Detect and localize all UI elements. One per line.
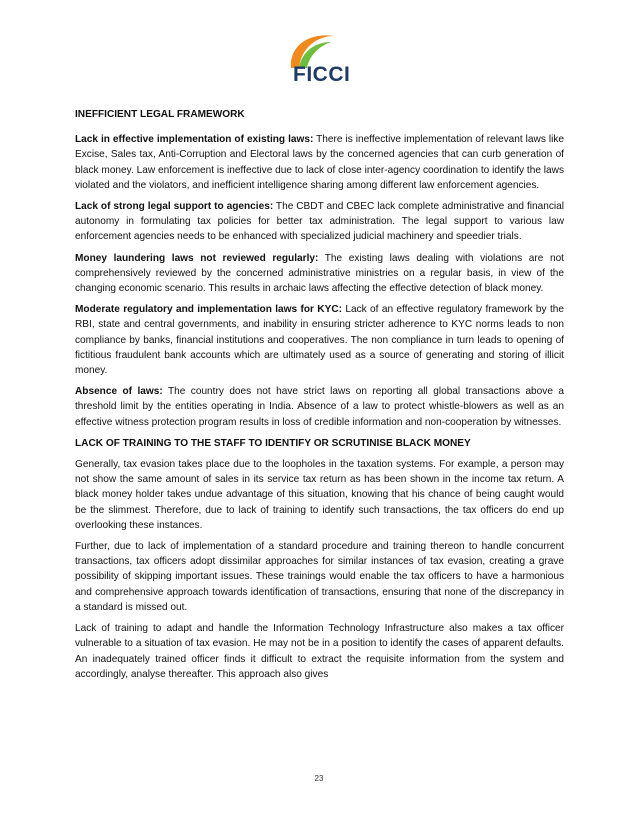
page-number: 23 <box>314 774 324 783</box>
paragraph-text: The existing laws dealing with violations are not comprehensively reviewed by the concerned administrative ministries on a regular basis, in view of the changing economic scenario. This results in archaic laws affecting the effective detection of black money. <box>75 252 564 295</box>
paragraph-lead: Absence of laws: <box>75 386 163 398</box>
paragraph-absence-of-laws <box>75 384 564 430</box>
paragraph-kyc <box>75 302 564 378</box>
paragraph-lead: Lack of strong legal support to agencies: <box>75 201 274 213</box>
paragraph-text: The CBDT and CBEC lack complete administrative and financial autonomy in formulating tax policies for better tax administration. The legal support to various law enforcement agencies needs to be enhanced with specialized judicial machinery and speedier trials. <box>75 201 564 243</box>
paragraph-ineffective-implementation <box>75 132 564 193</box>
paragraph-lead: Lack in effective implementation of existing laws: <box>75 134 314 146</box>
paragraph-lead: Money laundering laws not reviewed regularly: <box>75 252 319 264</box>
paragraph-standard-procedure: Further, due to lack of implementation of a standard procedure and training thereon to handle concurrent transactions, tax officers adopt dissimilar approaches for similar instances of tax evasion, creating a grave possibility of skipping important issues. These trainings would enable the tax officers to have a harmonious and comprehensive approach towards identification of transactions, ensuring that none of the discrepancy in a standard is missed out. <box>75 541 564 613</box>
paragraph-it-training: Lack of training to adapt and handle the Information Technology Infrastructure also makes a tax officer vulnerable to a situation of tax evasion. He may not be in a position to identify the cases of apparent defaults. An inadequately trained officer finds it difficult to extract the requisite information from the system and accordingly, analyse thereafter. This approach also gives <box>75 623 564 680</box>
ficci-logo <box>279 28 371 100</box>
paragraph-money-laundering <box>75 251 564 297</box>
section-heading-legal-framework: INEFFICIENT LEGAL FRAMEWORK <box>75 109 245 120</box>
paragraph-text: There is ineffective implementation of relevant laws like Excise, Sales tax, Anti-Corruption and Electoral laws by the concerned agencies that can curb generation of black money. Law enforcement is ineffective due to lack of close inter-agency coordination to identify the laws violated and the violators, and inefficient intelligence sharing among different law enforcement agencies. <box>75 134 564 191</box>
document-body <box>75 107 564 688</box>
section-heading-lack-of-training: LACK OF TRAINING TO THE STAFF TO IDENTIFY OR SCRUTINISE BLACK MONEY <box>75 437 471 449</box>
paragraph-text: The country does not have strict laws on reporting all global transactions above a threshold limit by the entities operating in India. Absence of a law to protect whistle-blowers as well as an effective witness protection program results in loss of credible information and non-cooperation by witnesses. <box>75 386 564 428</box>
ficci-logo-text: FICCI <box>293 63 351 86</box>
paragraph-tax-evasion-loopholes: Generally, tax evasion takes place due to the loopholes in the taxation systems. For example, a person may not show the same amount of sales in its service tax return as has been shown in the income tax return. A black money holder takes undue advantage of this situation, knowing that his chance of being caught would be the slimmest. Therefore, due to lack of training to identify such transactions, the tax officers do end up overlooking these instances. <box>75 459 564 531</box>
paragraph-lead: Moderate regulatory and implementation laws for KYC: <box>75 304 342 316</box>
paragraph-text: Lack of an effective regulatory framework by the RBI, state and central governments, and inability in ensuring stricter adherence to KYC norms leads to non compliance by banks, financial institutions and cooperatives. The non compliance in turn leads to opening of fictitious fraudulent bank accounts which are ultimately used as a source of generating and storing of illicit money. <box>75 304 564 377</box>
paragraph-legal-support <box>75 199 564 245</box>
